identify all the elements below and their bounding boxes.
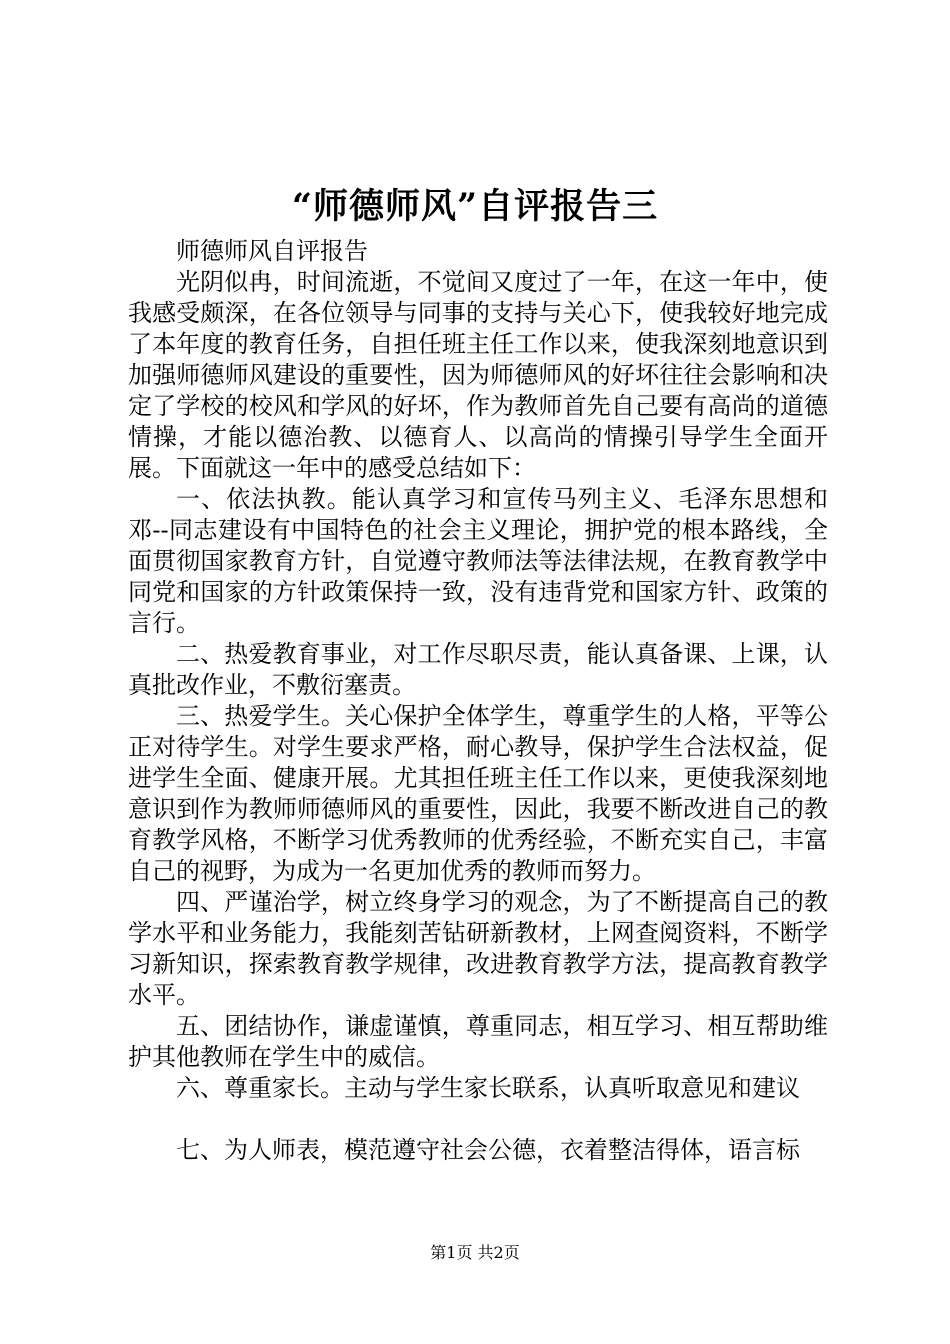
page-footer: 第1页 共2页 [430, 1243, 520, 1262]
paragraph-item-5: 五、团结协作，谦虚谨慎，尊重同志，相互学习、相互帮助维护其他教师在学生中的威信。 [128, 1012, 828, 1071]
paragraph-item-3: 三、热爱学生。关心保护全体学生，尊重学生的人格，平等公正对待学生。对学生要求严格，耐心教导，保护学生合法权益，促进学生全面、健康开展。尤其担任班主任工作以来，更使我深刻地意识到作为教师师德师风的重要性，因此，我要不断改进自己的教育教学风格，不断学习优秀教师的优秀经验，不断充实自己，丰富自己的视野，为成为一名更加优秀的教师而努力。 [128, 702, 828, 885]
paragraph-heading: 师德师风自评报告 [176, 237, 368, 265]
paragraph-intro: 光阴似冉，时间流逝，不觉间又度过了一年，在这一年中，使我感受颇深，在各位领导与同事的支持与关心下，使我较好地完成了本年度的教育任务，自担任班主任工作以来，使我深刻地意识到加强师德师风建设的重要性，因为师德师风的好坏往往会影响和决定了学校的校风和学风的好坏，作为教师首先自己要有高尚的道德情操，才能以德治教、以德育人、以高尚的情操引导学生全面开展。下面就这一年中的感受总结如下： [128, 268, 828, 482]
paragraph-item-6: 六、尊重家长。主动与学生家长联系，认真听取意见和建议 [176, 1074, 800, 1102]
paragraph-item-2: 二、热爱教育事业，对工作尽职尽责，能认真备课、上课，认真批改作业，不敷衍塞责。 [128, 640, 828, 699]
paragraph-item-1: 一、依法执教。能认真学习和宣传马列主义、毛泽东思想和邓--同志建设有中国特色的社会主义理论，拥护党的根本路线，全面贯彻国家教育方针，自觉遵守教师法等法律法规，在教育教学中同党和国家的方针政策保持一致，没有违背党和国家方针、政策的言行。 [128, 485, 828, 637]
paragraph-item-4: 四、严谨治学，树立终身学习的观念，为了不断提高自己的教学水平和业务能力，我能刻苦钻研新教材，上网查阅资料，不断学习新知识，探索教育教学规律，改进教育教学方法，提高教育教学水平。 [128, 888, 828, 1009]
paragraph-item-7: 七、为人师表，模范遵守社会公德，衣着整洁得体，语言标 [176, 1136, 800, 1164]
document-body [128, 236, 828, 1166]
document-title: “师德师风”自评报告三 [291, 186, 659, 227]
